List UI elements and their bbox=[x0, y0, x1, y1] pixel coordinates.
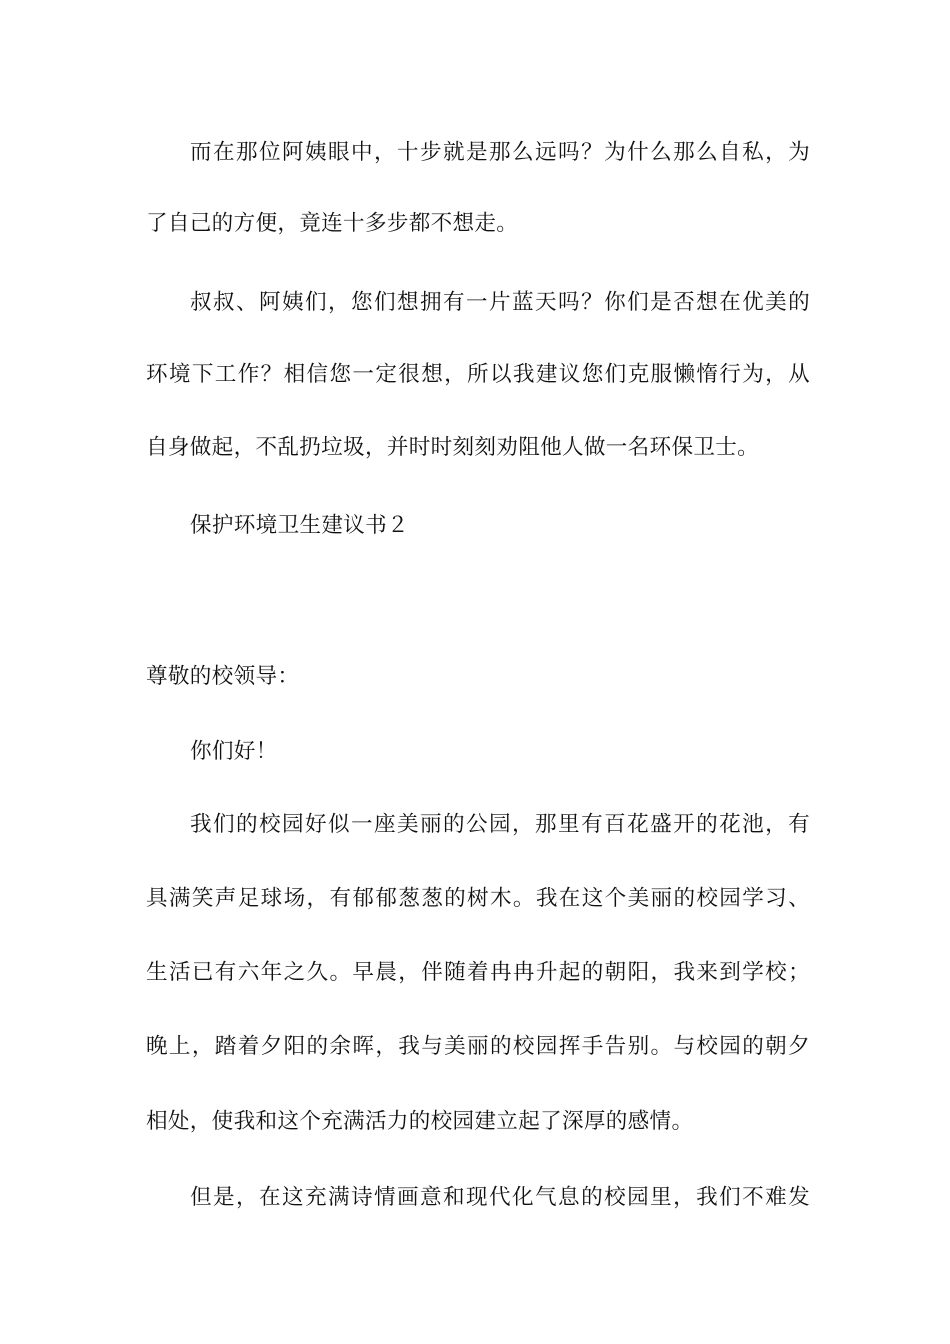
paragraph-line: 环境下工作？相信您一定很想，所以我建议您们克服懒惰行为，从 bbox=[146, 362, 810, 387]
paragraph-line: 自身做起，不乱扔垃圾，并时时刻刻劝阻他人做一名环保卫士。 bbox=[146, 435, 760, 460]
paragraph-line: 了自己的方便，竟连十多步都不想走。 bbox=[146, 211, 519, 236]
salutation: 尊敬的校领导： bbox=[146, 664, 300, 689]
paragraph-line: 叔叔、阿姨们，您们想拥有一片蓝天吗？你们是否想在优美的 bbox=[190, 290, 810, 315]
paragraph-line: 具满笑声足球场，有郁郁葱葱的树木。我在这个美丽的校园学习、 bbox=[146, 886, 810, 911]
paragraph-line: 我们的校园好似一座美丽的公园，那里有百花盛开的花池，有 bbox=[190, 812, 810, 837]
paragraph-line: 晚上，踏着夕阳的余晖，我与美丽的校园挥手告别。与校园的朝夕 bbox=[146, 1034, 810, 1059]
greeting: 你们好！ bbox=[190, 739, 278, 764]
paragraph-line: 相处，使我和这个充满活力的校园建立起了深厚的感情。 bbox=[146, 1109, 694, 1134]
paragraph-line: 但是，在这充满诗情画意和现代化气息的校园里，我们不难发 bbox=[190, 1185, 810, 1210]
paragraph-line: 而在那位阿姨眼中，十步就是那么远吗？为什么那么自私，为 bbox=[190, 140, 810, 165]
paragraph-line: 生活已有六年之久。早晨，伴随着冉冉升起的朝阳，我来到学校； bbox=[146, 960, 810, 985]
section-title: 保护环境卫生建议书２ bbox=[190, 513, 409, 538]
